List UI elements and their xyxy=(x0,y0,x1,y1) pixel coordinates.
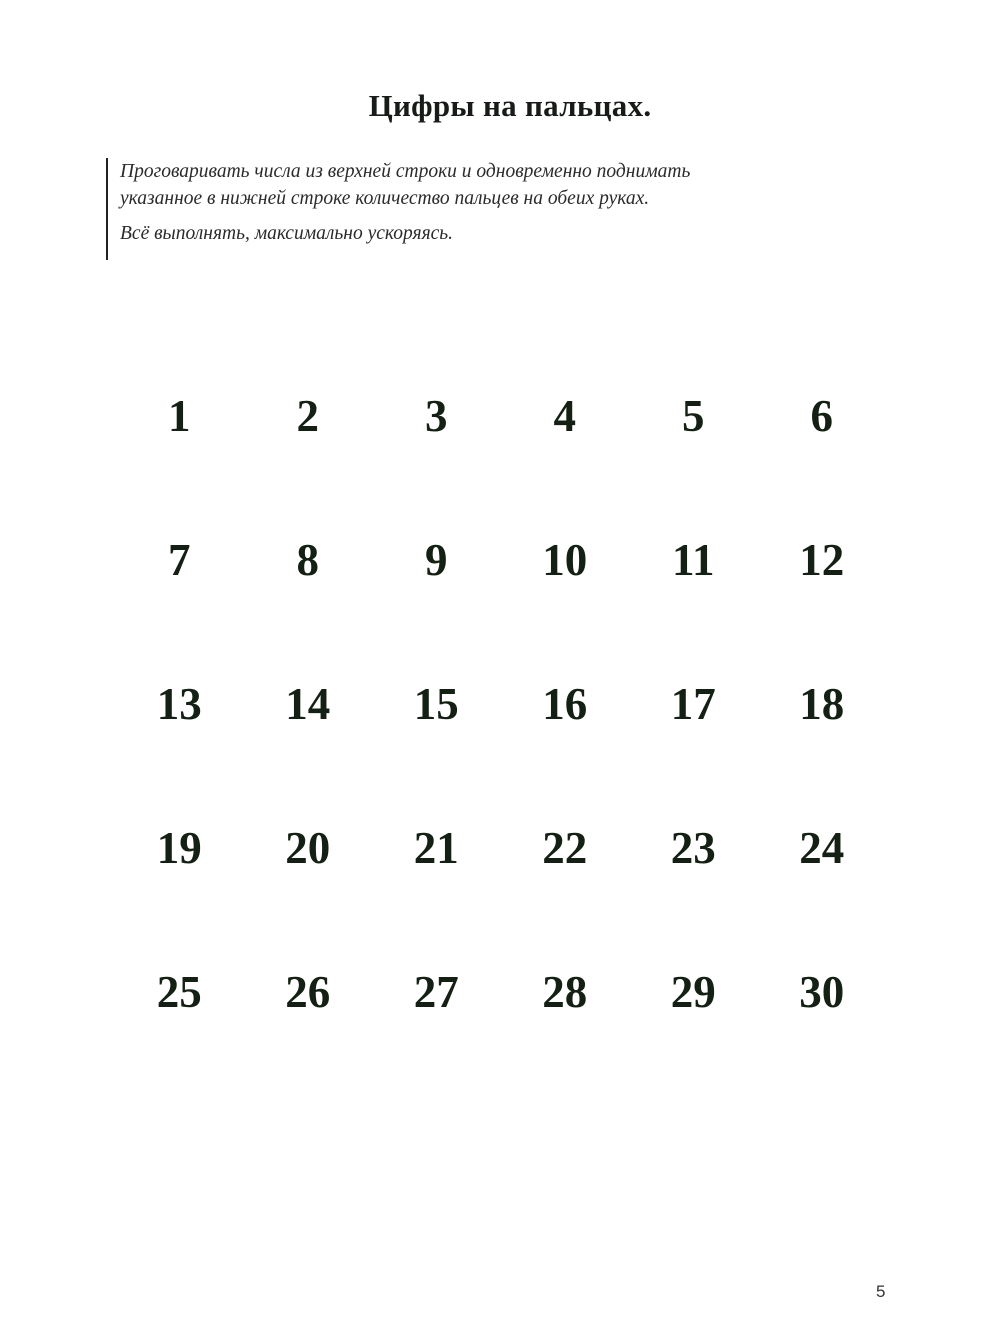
number-cell: 25 xyxy=(156,967,202,1017)
number-cell: 30 xyxy=(799,967,845,1017)
number-cell: 4 xyxy=(553,391,576,441)
number-cell: 13 xyxy=(156,679,202,729)
instructions-line-1: Проговаривать числа из верхней строки и одновременно поднимать xyxy=(120,161,691,182)
instructions-line-2: указанное в нижней строке количество пальцев на обеих руках. xyxy=(120,188,650,209)
number-cell: 3 xyxy=(425,391,448,441)
number-cell: 7 xyxy=(168,535,191,585)
number-cell: 5 xyxy=(682,391,705,441)
number-cell: 24 xyxy=(799,823,845,873)
number-cell: 6 xyxy=(810,391,833,441)
page-number: 5 xyxy=(876,1282,886,1301)
number-cell: 23 xyxy=(670,823,716,873)
number-cell: 1 xyxy=(168,391,191,441)
number-cell: 15 xyxy=(413,679,459,729)
instructions-block xyxy=(106,158,826,260)
number-cell: 22 xyxy=(542,823,588,873)
number-cell: 18 xyxy=(799,679,845,729)
number-cell: 20 xyxy=(285,823,331,873)
number-cell: 10 xyxy=(542,535,588,585)
number-cell: 2 xyxy=(296,391,319,441)
number-cell: 16 xyxy=(542,679,588,729)
number-cell: 11 xyxy=(671,535,715,585)
number-cell: 19 xyxy=(156,823,202,873)
number-cell: 21 xyxy=(413,823,459,873)
number-cell: 17 xyxy=(670,679,716,729)
number-cell: 26 xyxy=(285,967,331,1017)
number-cell: 14 xyxy=(285,679,331,729)
number-cell: 12 xyxy=(799,535,845,585)
number-cell: 29 xyxy=(670,967,716,1017)
instructions-line-3: Всё выполнять, максимально ускоряясь. xyxy=(120,223,454,244)
number-cell: 8 xyxy=(296,535,319,585)
number-cell: 9 xyxy=(425,535,448,585)
number-cell: 28 xyxy=(542,967,588,1017)
number-grid xyxy=(115,380,885,1100)
page-title: Цифры на пальцах. xyxy=(368,88,652,123)
number-cell: 27 xyxy=(413,967,459,1017)
